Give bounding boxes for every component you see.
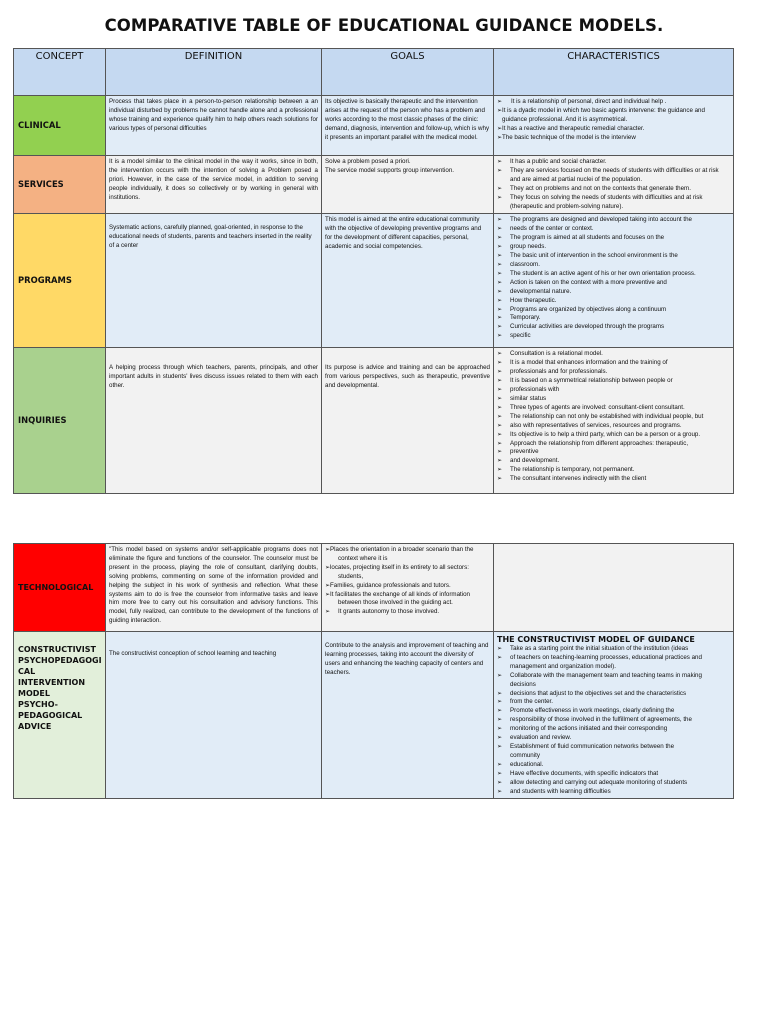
arrow-bullet-icon: ➢	[497, 107, 503, 114]
list-item: ➢ How therapeutic.	[497, 296, 557, 304]
list-item: ➢ evaluation and review.	[497, 734, 572, 742]
definition-programs: Systematic actions, carefully planned, goal-oriented, in response to the educational needs of students, parents and teachers inserted in the reality of a center	[106, 214, 322, 348]
list-item: ➢ professionals with	[497, 386, 560, 394]
arrow-bullet-icon: ➢	[497, 779, 503, 786]
list-item: ➢ and development.	[497, 457, 560, 465]
arrow-bullet-icon: ➢	[497, 185, 503, 192]
list-item: ➢ Collaborate with the management team and teaching teams in making	[497, 671, 702, 679]
arrow-bullet-icon: ➢	[497, 708, 503, 715]
goals-programs: This model is aimed at the entire educational community with the objective of developing preventive programs and for the development of different capacities, personal, academic and social competencies.	[322, 214, 494, 348]
concept-programs: PROGRAMS	[14, 214, 106, 348]
list-item: ➢ The programs are designed and developed taking into account the	[497, 216, 692, 224]
list-item: ➢ decisions that adjust to the objectives set and the characteristics	[497, 689, 687, 697]
arrow-bullet-icon: ➢	[497, 458, 503, 465]
list-item: ➢ The basic technique of the model is the interview	[497, 133, 636, 141]
row-technological	[14, 544, 734, 632]
page-title: COMPARATIVE TABLE OF EDUCATIONAL GUIDANCE MODELS.	[104, 16, 664, 35]
list-item: ➢ It grants autonomy to those involved.	[325, 608, 440, 616]
goals-clinical: Its objective is basically therapeutic and the intervention arises at the request of the person who has a problem and works according to the most classic phases of the clinic: demand, diagnosis, intervention and follow-up, which is why it presents an important parallel with the medical model.	[322, 96, 494, 156]
arrow-bullet-icon: ➢	[497, 134, 503, 141]
arrow-bullet-icon: ➢	[497, 297, 503, 304]
row-services	[14, 156, 734, 214]
header-goals: GOALS	[322, 49, 494, 96]
arrow-bullet-icon: ➢	[497, 333, 503, 340]
guidance-models-table	[13, 48, 734, 494]
arrow-bullet-icon: ➢	[497, 315, 503, 322]
list-item: ➢ developmental nature.	[497, 287, 572, 295]
arrow-bullet-icon: ➢	[497, 378, 503, 385]
concept-constructivist: CONSTRUCTIVIST PSYCHOPEDAGOGI CAL INTERVENTION MODEL PSYCHO- PEDAGOGICAL ADVICE	[14, 632, 106, 799]
characteristics-technological	[494, 544, 734, 632]
arrow-bullet-icon: ➢	[497, 360, 503, 367]
header-characteristics: CHARACTERISTICS	[494, 49, 734, 96]
list-item: ➢ Promote effectiveness in work meetings, clearly defining the	[497, 707, 675, 715]
arrow-bullet-icon: ➢	[325, 564, 331, 571]
list-item: ➢ Consultation is a relational model.	[497, 350, 603, 358]
list-item: decisions	[510, 680, 536, 688]
characteristics-programs	[494, 214, 734, 348]
list-item: ➢ It is based on a symmetrical relationship between people or	[497, 377, 673, 385]
arrow-bullet-icon: ➢	[325, 547, 331, 553]
arrow-bullet-icon: ➢	[497, 306, 503, 313]
goals-technological	[322, 544, 494, 632]
list-item: ➢ of teachers on teaching-learning processes, educational practices and	[497, 653, 702, 661]
list-item: ➢ They act on problems and not on the contexts that generate them.	[497, 184, 691, 192]
arrow-bullet-icon: ➢	[497, 743, 503, 750]
list-item: ➢ It has a reactive and therapeutic remedial character.	[497, 124, 645, 132]
list-item: ➢ Establishment of fluid communication networks between the	[497, 742, 675, 750]
arrow-bullet-icon: ➢	[497, 440, 503, 447]
list-item: ➢ The student is an active agent of his or her own orientation process.	[497, 269, 696, 277]
list-item: ➢ monitoring of the actions initiated and their corresponding	[497, 725, 668, 733]
arrow-bullet-icon: ➢	[497, 413, 503, 420]
arrow-bullet-icon: ➢	[497, 654, 503, 661]
list-item: ➢ and students with learning difficulties	[497, 787, 611, 795]
list-item: ➢ It facilitates the exchange of all kinds of information	[325, 590, 470, 598]
list-item: ➢ responsibility of those involved in the fulfillment of agreements, the	[497, 716, 692, 724]
list-item: ➢ Its objective is to help a third party, which can be a person or a group.	[497, 430, 701, 438]
arrow-bullet-icon: ➢	[497, 159, 503, 165]
arrow-bullet-icon: ➢	[497, 387, 503, 394]
header-concept: CONCEPT	[14, 49, 106, 96]
arrow-bullet-icon: ➢	[325, 609, 331, 616]
characteristics-inquiries	[494, 348, 734, 494]
header-definition: DEFINITION	[106, 49, 322, 96]
arrow-bullet-icon: ➢	[497, 351, 503, 358]
row-clinical	[14, 96, 734, 156]
arrow-bullet-icon: ➢	[497, 261, 503, 268]
arrow-bullet-icon: ➢	[497, 717, 503, 724]
arrow-bullet-icon: ➢	[497, 324, 503, 331]
concept-technological: TECHNOLOGICAL	[14, 544, 106, 632]
list-item: ➢ Curricular activities are developed through the programs	[497, 323, 665, 331]
arrow-bullet-icon: ➢	[325, 591, 331, 598]
row-inquiries	[14, 348, 734, 494]
list-item: students,	[338, 572, 364, 580]
list-item: ➢ specific	[497, 332, 531, 340]
concept-clinical: CLINICAL	[14, 96, 106, 156]
definition-constructivist: The constructivist conception of school learning and teaching	[106, 632, 322, 799]
goals-inquiries: Its purpose is advice and training and can be approached from various perspectives, such as therapeutic, preventive and developmental.	[322, 348, 494, 494]
list-item: ➢ classroom.	[497, 260, 540, 268]
list-item: between those involved in the guiding act.	[338, 599, 453, 607]
arrow-bullet-icon: ➢	[497, 99, 503, 105]
arrow-bullet-icon: ➢	[497, 646, 503, 652]
arrow-bullet-icon: ➢	[497, 217, 503, 224]
definition-inquiries: A helping process through which teachers, parents, principals, and other important adults in students' lives discuss issues related to them with each other.	[106, 348, 322, 494]
list-item: ➢ The consultant intervenes indirectly with the client	[497, 475, 647, 483]
arrow-bullet-icon: ➢	[497, 404, 503, 411]
definition-services: It is a model similar to the clinical model in the way it works, since in both, the intervention occurs with the intention of solving a Problem posed a priori. However, in the case of the service model, in addition to serving people individually, it does so collectively or by working in general with institutions.	[106, 156, 322, 214]
arrow-bullet-icon: ➢	[497, 422, 503, 429]
arrow-bullet-icon: ➢	[497, 395, 503, 402]
list-item: ➢ Programs are organized by objectives along a continuum	[497, 305, 667, 313]
list-item: ➢ needs of the center or context.	[497, 225, 594, 233]
concept-inquiries: INQUIRIES	[14, 348, 106, 494]
list-item: community	[510, 751, 540, 759]
list-item: ➢ Three types of agents are involved: consultant-client consultant.	[497, 403, 685, 411]
arrow-bullet-icon: ➢	[497, 288, 503, 295]
list-item: ➢ educational.	[497, 760, 544, 768]
list-item: ➢ It has a public and social character.	[497, 158, 607, 165]
list-item: ➢ The relationship can not only be established with individual people, but	[497, 412, 704, 420]
arrow-bullet-icon: ➢	[497, 253, 503, 260]
arrow-bullet-icon: ➢	[497, 449, 503, 456]
list-item: ➢ also with representatives of services, resources and programs.	[497, 421, 682, 429]
arrow-bullet-icon: ➢	[497, 167, 503, 174]
list-item: ➢ professionals and for professionals.	[497, 368, 608, 376]
list-item: ➢ It is a dyadic model in which two basic agents intervene: the guidance and guidance professional. And it is asymmetrical.	[497, 106, 705, 123]
arrow-bullet-icon: ➢	[497, 467, 503, 474]
list-item: ➢ preventive	[497, 448, 539, 456]
row-constructivist	[14, 632, 734, 799]
list-item: ➢ Temporary.	[497, 314, 541, 322]
list-item: ➢ similar status	[497, 394, 547, 402]
list-item: ➢ Approach the relationship from different approaches: therapeutic,	[497, 439, 689, 447]
list-item: ➢ Have effective documents, with specific indicators that	[497, 769, 659, 777]
list-item: ➢ Take as a starting point the initial situation of the institution (ideas	[497, 645, 689, 652]
arrow-bullet-icon: ➢	[497, 672, 503, 679]
arrow-bullet-icon: ➢	[497, 770, 503, 777]
list-item: context where it is	[338, 554, 388, 562]
row-programs	[14, 214, 734, 348]
list-item: management and organization model).	[510, 662, 616, 670]
guidance-models-table-continued	[13, 543, 734, 799]
arrow-bullet-icon: ➢	[497, 279, 503, 286]
goals-services: Solve a problem posed a priori. The service model supports group intervention.	[322, 156, 494, 214]
arrow-bullet-icon: ➢	[497, 226, 503, 233]
arrow-bullet-icon: ➢	[497, 369, 503, 376]
arrow-bullet-icon: ➢	[497, 788, 503, 795]
characteristics-clinical	[494, 96, 734, 156]
arrow-bullet-icon: ➢	[497, 194, 503, 201]
list-item: ➢ locates, projecting itself in its entirety to all sectors:	[325, 563, 469, 571]
list-item: ➢ The program is aimed at all students and focuses on the	[497, 234, 665, 242]
list-item: ➢ allow detecting and carrying out adequate monitoring of students	[497, 778, 688, 786]
list-item: ➢ The basic unit of intervention in the school environment is the	[497, 252, 678, 260]
arrow-bullet-icon: ➢	[497, 235, 503, 242]
arrow-bullet-icon: ➢	[497, 476, 503, 483]
list-item: ➢ Action is taken on the context with a more preventive and	[497, 278, 667, 286]
goals-constructivist: Contribute to the analysis and improvement of teaching and learning processes, taking into account the diversity of users and enhancing the teaching capacity of centers and teachers.	[322, 632, 494, 799]
arrow-bullet-icon: ➢	[497, 690, 503, 697]
list-item: ➢ Places the orientation in a broader scenario than the	[325, 546, 474, 553]
list-item: ➢ from the center.	[497, 698, 553, 706]
list-item: ➢ group needs.	[497, 243, 547, 251]
list-item: ➢ They are services focused on the needs of students with difficulties or at risk and are aimed at partial nuclei of the population.	[497, 166, 719, 183]
arrow-bullet-icon: ➢	[497, 431, 503, 438]
arrow-bullet-icon: ➢	[497, 125, 503, 132]
characteristics-constructivist	[494, 632, 734, 799]
arrow-bullet-icon: ➢	[325, 582, 331, 589]
definition-clinical: Process that takes place in a person-to-person relationship between a an individual disturbed by problems he cannot handle alone and a professional whose training and experience qualify him to help others reach solutions for various types of personal difficulties	[106, 96, 322, 156]
characteristics-services	[494, 156, 734, 214]
arrow-bullet-icon: ➢	[497, 270, 503, 277]
definition-technological: "This model based on systems and/or self-applicable programs does not eliminate the figure and functions of the counselor. The counselor must be present in the process, playing the role of consultant, clarifying doubts, solving problems, commenting on some of the information provided and helping the subject in his work of synthesis and reflection. What these systems aim to do is free the counselor from informative tasks and leave him more free to carry out his consultation and advisory functions. This model, fully realized, can contribute to the development of the functions of guiding interaction.	[106, 544, 322, 632]
arrow-bullet-icon: ➢	[497, 699, 503, 706]
list-item: ➢ They focus on solving the needs of students with difficulties and at risk (therapeutic and problem-solving nature).	[497, 193, 703, 210]
constructivist-model-title: THE CONSTRUCTIVIST MODEL OF GUIDANCE	[497, 635, 695, 644]
arrow-bullet-icon: ➢	[497, 735, 503, 742]
concept-services: SERVICES	[14, 156, 106, 214]
list-item: ➢ It is a relationship of personal, direct and individual help .	[497, 98, 667, 105]
list-item: ➢ Families, guidance professionals and tutors.	[325, 581, 451, 589]
arrow-bullet-icon: ➢	[497, 726, 503, 733]
arrow-bullet-icon: ➢	[497, 761, 503, 768]
list-item: ➢ The relationship is temporary, not permanent.	[497, 466, 635, 474]
header-row	[14, 49, 734, 96]
list-item: ➢ It is a model that enhances information and the training of	[497, 359, 668, 367]
arrow-bullet-icon: ➢	[497, 244, 503, 251]
